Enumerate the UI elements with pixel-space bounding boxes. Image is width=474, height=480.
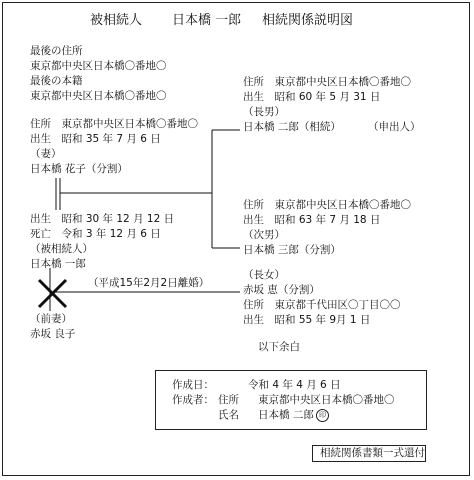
- son1-role: （長男）: [243, 106, 285, 118]
- ex-wife-name: 赤坂 良子: [30, 328, 76, 340]
- creator-address: 東京都中央区日本橋〇番地〇: [258, 394, 395, 406]
- remainder-blank-note: 以下余白: [258, 341, 300, 353]
- creator-label: 作成者：: [172, 394, 214, 406]
- wife-address: 住所 東京都中央区日本橋〇番地〇: [30, 118, 198, 130]
- son2-birth: 出生 昭和 63 年 7 月 18 日: [243, 214, 381, 226]
- wife-name: 日本橋 花子（分割）: [30, 163, 128, 175]
- title-decedent-name: 日本橋 一郎: [172, 13, 242, 28]
- creator-address-label: 住所: [218, 394, 239, 406]
- daughter-name: 赤坂 恵（分割）: [243, 284, 320, 296]
- daughter-address: 住所 東京都千代田区〇丁目〇〇: [243, 299, 401, 311]
- son2-address: 住所 東京都中央区日本橋〇番地〇: [243, 199, 411, 211]
- creator-name: 日本橋 二郎: [258, 409, 314, 421]
- son1-address: 住所 東京都中央区日本橋〇番地〇: [243, 76, 411, 88]
- last-address-label: 最後の住所: [30, 45, 83, 57]
- daughter-birth: 出生 昭和 55 年 9月 1 日: [243, 314, 371, 326]
- son1-birth: 出生 昭和 60 年 5 月 31 日: [243, 91, 381, 103]
- domicile: 東京都中央区日本橋〇番地〇: [30, 90, 167, 102]
- decedent-role: （被相続人）: [30, 243, 93, 255]
- attachment-note: 相続関係書類一式還付: [320, 447, 425, 459]
- son1-applicant-note: （申出人）: [368, 121, 421, 133]
- created-date: 令和 4 年 4 月 6 日: [248, 379, 341, 391]
- created-date-label: 作成日：: [172, 379, 214, 391]
- title-label: 被相続人: [90, 13, 143, 28]
- divorce-note: （平成15年2月2日離婚）: [88, 277, 210, 289]
- decedent-name: 日本橋 一郎: [30, 258, 86, 270]
- decedent-death: 死亡 令和 3 年 12 月 6 日: [30, 228, 161, 240]
- ex-wife-role: （前妻）: [30, 313, 72, 325]
- wife-birth: 出生 昭和 35 年 7 月 6 日: [30, 133, 161, 145]
- title-diagram: 相続関係説明図: [262, 13, 354, 28]
- seal-icon: 印: [316, 409, 329, 422]
- last-address: 東京都中央区日本橋〇番地〇: [30, 60, 167, 72]
- son2-role: （次男）: [243, 229, 285, 241]
- wife-role: （妻）: [30, 148, 62, 160]
- son2-name: 日本橋 三郎（分割）: [243, 244, 341, 256]
- seal-mark: [316, 409, 329, 423]
- daughter-role: （長女）: [243, 269, 285, 281]
- domicile-label: 最後の本籍: [30, 75, 83, 87]
- son1-name: 日本橋 二郎（相続）: [243, 121, 341, 133]
- creator-name-label: 氏名: [218, 409, 239, 421]
- decedent-birth: 出生 昭和 30 年 12 月 12 日: [30, 213, 175, 225]
